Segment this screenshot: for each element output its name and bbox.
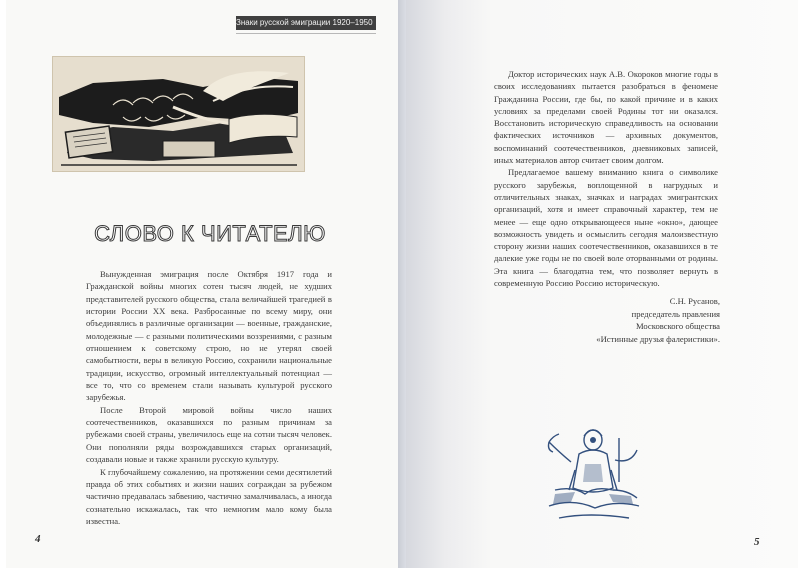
right-body-text xyxy=(494,68,718,289)
header-engraving xyxy=(52,56,305,172)
signature-name: С.Н. Русанов, xyxy=(669,296,720,306)
running-head: Знаки русской эмиграции 1920–1950 xyxy=(236,16,376,30)
signature-org: Московского общества xyxy=(635,321,720,332)
vignette-illustration xyxy=(535,420,651,528)
running-head-rule xyxy=(236,33,376,34)
left-body-text xyxy=(86,268,332,527)
right-paragraph-1: Доктор исторических наук А.В. Окороков многие годы в своих исследованиях пытается разобраться в феномене Гражданина России, где бы, по какой причине и в каких условиях за пределами своей Родины тот ни оказался. Восстановить историческую справедливость на основании фактических источников — архивных документов, воспоминаний соотечественников, дневниковых записей, иных материалов автор считает своим долгом. xyxy=(494,69,718,166)
left-paragraph-3: К глубочайшему сожалению, на протяжении семи десятилетий правда об этих событиях и жизни наших сограждан за рубежом частично предавалась забвению, частично замалчивалась, а иногда сознательно искажалась, так что немногим мало кому была известна. xyxy=(86,466,332,526)
page-number-right: 5 xyxy=(754,536,760,548)
right-paragraph-2: Предлагаемое вашему вниманию книга о символике русского зарубежья, воплощенной в нагрудных и отличительных знаках, значках и наградах эмигрантских организаций, хотя и имеет справочный характер, тем не менее — еще одно открывающееся ныне «окно», дающее возможность увидеть и осмыслить сегодня малоизвестную сторону жизни наших соотечественников, оказавшихся в те далекие уже годы не по своей воле оторванными от родины. Эта книга — благодатна тем, что позволяет вернуть в современную Россию Россию историческую. xyxy=(494,167,718,289)
signature-block xyxy=(540,295,720,345)
section-heading: СЛОВО К ЧИТАТЕЛЮ xyxy=(94,221,326,246)
signature-org-name: «Истинные друзья фалеристики». xyxy=(596,333,720,344)
left-paragraph-2: После Второй мировой войны число наших соотечественников, оказавшихся по разным причинам за рубежами своей страны, увеличилось еще на сотни тысяч человек. Они пополняли ряды возрождавшихся старых организаций, создавали новые и также хранили русскую культуру. xyxy=(86,404,332,465)
left-paragraph-1: Вынужденная эмиграция после Октября 1917 года и Гражданской войны многих сотен тысяч людей, не худших представителей русского общества, стала величайшей трагедией в истории России XX века. Разбросанные по всему миру, они объединялись в различные организации — военные, гражданские, молодежные — с разными политическими воззрениями, с разным отношением к советскому строю, но не утерял своей самобытности, веры в великую Россию, сохранили национальные традиции, искусство, огромный интеллектуальный потенциал — все то, что со временем стали называть культурой русского зарубежья. xyxy=(86,269,332,403)
page-number-left: 4 xyxy=(35,533,41,545)
signature-role: председатель правления xyxy=(631,308,720,319)
